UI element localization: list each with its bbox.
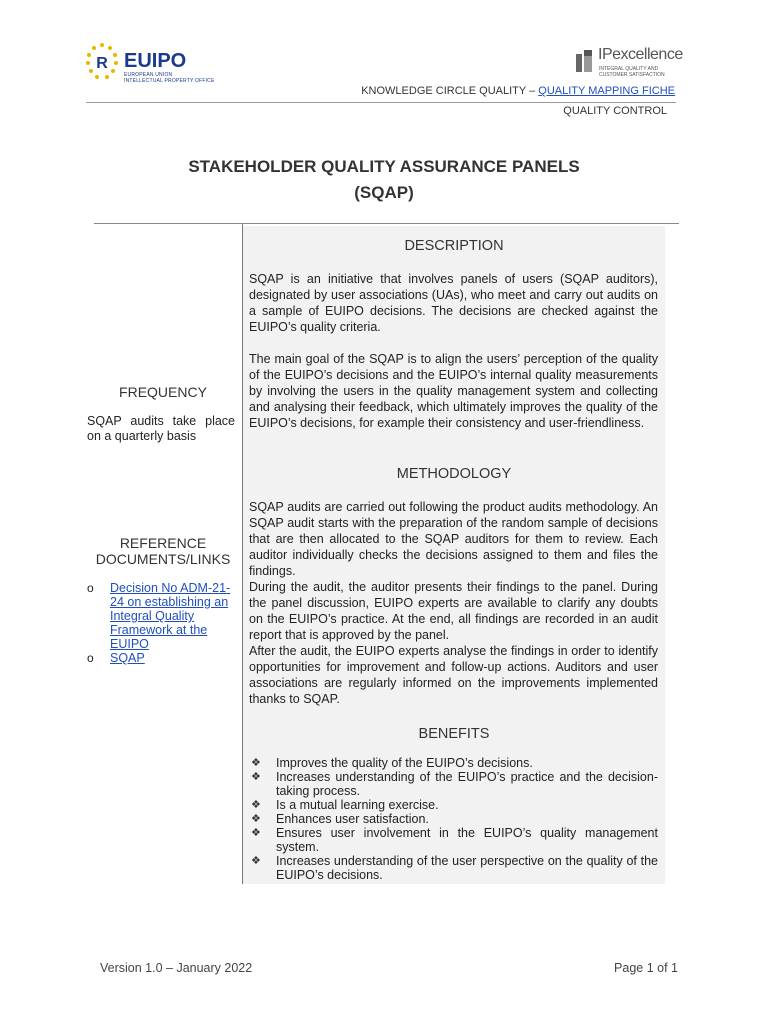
- ipexcellence-logo: [572, 46, 682, 82]
- benefit-text: Enhances user satisfaction.: [276, 812, 429, 826]
- knowledge-circle-prefix: KNOWLEDGE CIRCLE QUALITY –: [361, 85, 539, 97]
- ipexcellence-subtitle-1: INTEGRAL QUALITY AND: [599, 66, 659, 72]
- diamond-bullet-icon: ❖: [251, 855, 261, 867]
- diamond-bullet-icon: ❖: [251, 771, 261, 783]
- reference-heading: [88, 535, 238, 567]
- column-divider: [242, 224, 243, 884]
- page-title: [0, 154, 768, 206]
- decision-adm-21-24-link[interactable]: Decision No ADM-21-24 on establishing an Integral Quality Framework at the EUIPO: [110, 581, 231, 651]
- benefit-item: [249, 826, 658, 854]
- euipo-subtitle-2: INTELLECTUAL PROPERTY OFFICE: [124, 78, 215, 84]
- methodology-heading: METHODOLOGY: [396, 466, 512, 482]
- reference-heading-line-1: REFERENCE: [119, 535, 207, 551]
- header-divider: [86, 102, 676, 103]
- diamond-bullet-icon: ❖: [251, 799, 261, 811]
- circle-bullet-icon: o: [87, 581, 94, 595]
- footer-version: Version 1.0 – January 2022: [100, 961, 253, 975]
- description-heading: DESCRIPTION: [404, 238, 504, 254]
- methodology-paragraph-1: SQAP audits are carried out following the product audits methodology. An SQAP audit starts with the preparation of the random sample of decisions that are then allocated to the SQAP auditors for them to review. Each auditor individually checks the decisions assigned to them and files the findings.: [249, 500, 658, 578]
- benefit-text: Is a mutual learning exercise.: [276, 798, 439, 812]
- benefit-text: Improves the quality of the EUIPO’s decisions.: [276, 756, 533, 770]
- benefits-heading: BENEFITS: [418, 726, 490, 742]
- knowledge-circle-line: [361, 85, 675, 97]
- eu-stars-r-icon: [84, 42, 120, 82]
- reference-list: [86, 581, 238, 665]
- sqap-link[interactable]: SQAP: [110, 651, 145, 665]
- ipexcellence-mark-icon: [574, 48, 596, 74]
- diamond-bullet-icon: ❖: [251, 813, 261, 825]
- title-divider: [94, 223, 679, 224]
- ipexcellence-wordmark: IPexcellence: [598, 46, 683, 63]
- benefits-list: [249, 756, 658, 882]
- euipo-subtitle-1: EUROPEAN UNION: [124, 72, 173, 78]
- ipexcellence-subtitle-2: CUSTOMER SATISFACTION: [599, 72, 665, 78]
- page-title-line-2: (SQAP): [354, 183, 414, 202]
- euipo-logo: [84, 42, 224, 84]
- benefit-item: [249, 854, 658, 882]
- svg-text:R: R: [96, 55, 108, 72]
- euipo-wordmark: EUIPO: [124, 50, 187, 72]
- circle-bullet-icon: o: [87, 651, 94, 665]
- description-paragraph-2: The main goal of the SQAP is to align the users’ perception of the quality of the EUIPO’s decisions and the EUIPO’s internal quality measurements by involving the users in the quality management system and collecting and analysing their feedback, which ultimately improves the quality of the EUIPO’s decisions, for example their consistency and user-friendliness.: [249, 352, 658, 430]
- reference-heading-line-2: DOCUMENTS/LINKS: [95, 551, 231, 567]
- benefit-text: Increases understanding of the user perspective on the quality of the EUIPO’s decisions.: [276, 854, 658, 882]
- reference-item: [86, 651, 238, 665]
- diamond-bullet-icon: ❖: [251, 757, 261, 769]
- benefit-item: [249, 770, 658, 798]
- benefit-text: Increases understanding of the EUIPO’s practice and the decision-taking process.: [276, 770, 658, 798]
- frequency-heading: FREQUENCY: [119, 384, 207, 400]
- subsection-label: QUALITY CONTROL: [563, 105, 667, 117]
- frequency-text: SQAP audits take place on a quarterly basis: [87, 414, 235, 443]
- footer-page-number: Page 1 of 1: [614, 961, 678, 975]
- benefit-text: Ensures user involvement in the EUIPO’s quality management system.: [276, 826, 658, 854]
- description-paragraph-1: SQAP is an initiative that involves panels of users (SQAP auditors), designated by user associations (UAs), who meet and carry out audits on a sample of EUIPO decisions. The decisions are checked against the EUIPO’s quality criteria.: [249, 272, 658, 334]
- reference-item: [86, 581, 238, 651]
- benefit-item: [249, 812, 658, 826]
- page-title-line-1: STAKEHOLDER QUALITY ASSURANCE PANELS: [188, 157, 580, 176]
- methodology-paragraph-3: After the audit, the EUIPO experts analyse the findings in order to identify opportunities for improvement and follow-up actions. Auditors and user associations are regularly informed on the improvements implemented thanks to SQAP.: [249, 644, 658, 706]
- diamond-bullet-icon: ❖: [251, 827, 261, 839]
- benefit-item: [249, 798, 658, 812]
- benefit-item: [249, 756, 658, 770]
- quality-mapping-fiche-link[interactable]: QUALITY MAPPING FICHE: [538, 85, 675, 97]
- methodology-paragraph-2: During the audit, the auditor presents their findings to the panel. During the panel discussion, EUIPO experts are available to clarify any doubts on the EUIPO’s practice. At the end, all findings are recorded in an audit report that is approved by the panel.: [249, 580, 658, 642]
